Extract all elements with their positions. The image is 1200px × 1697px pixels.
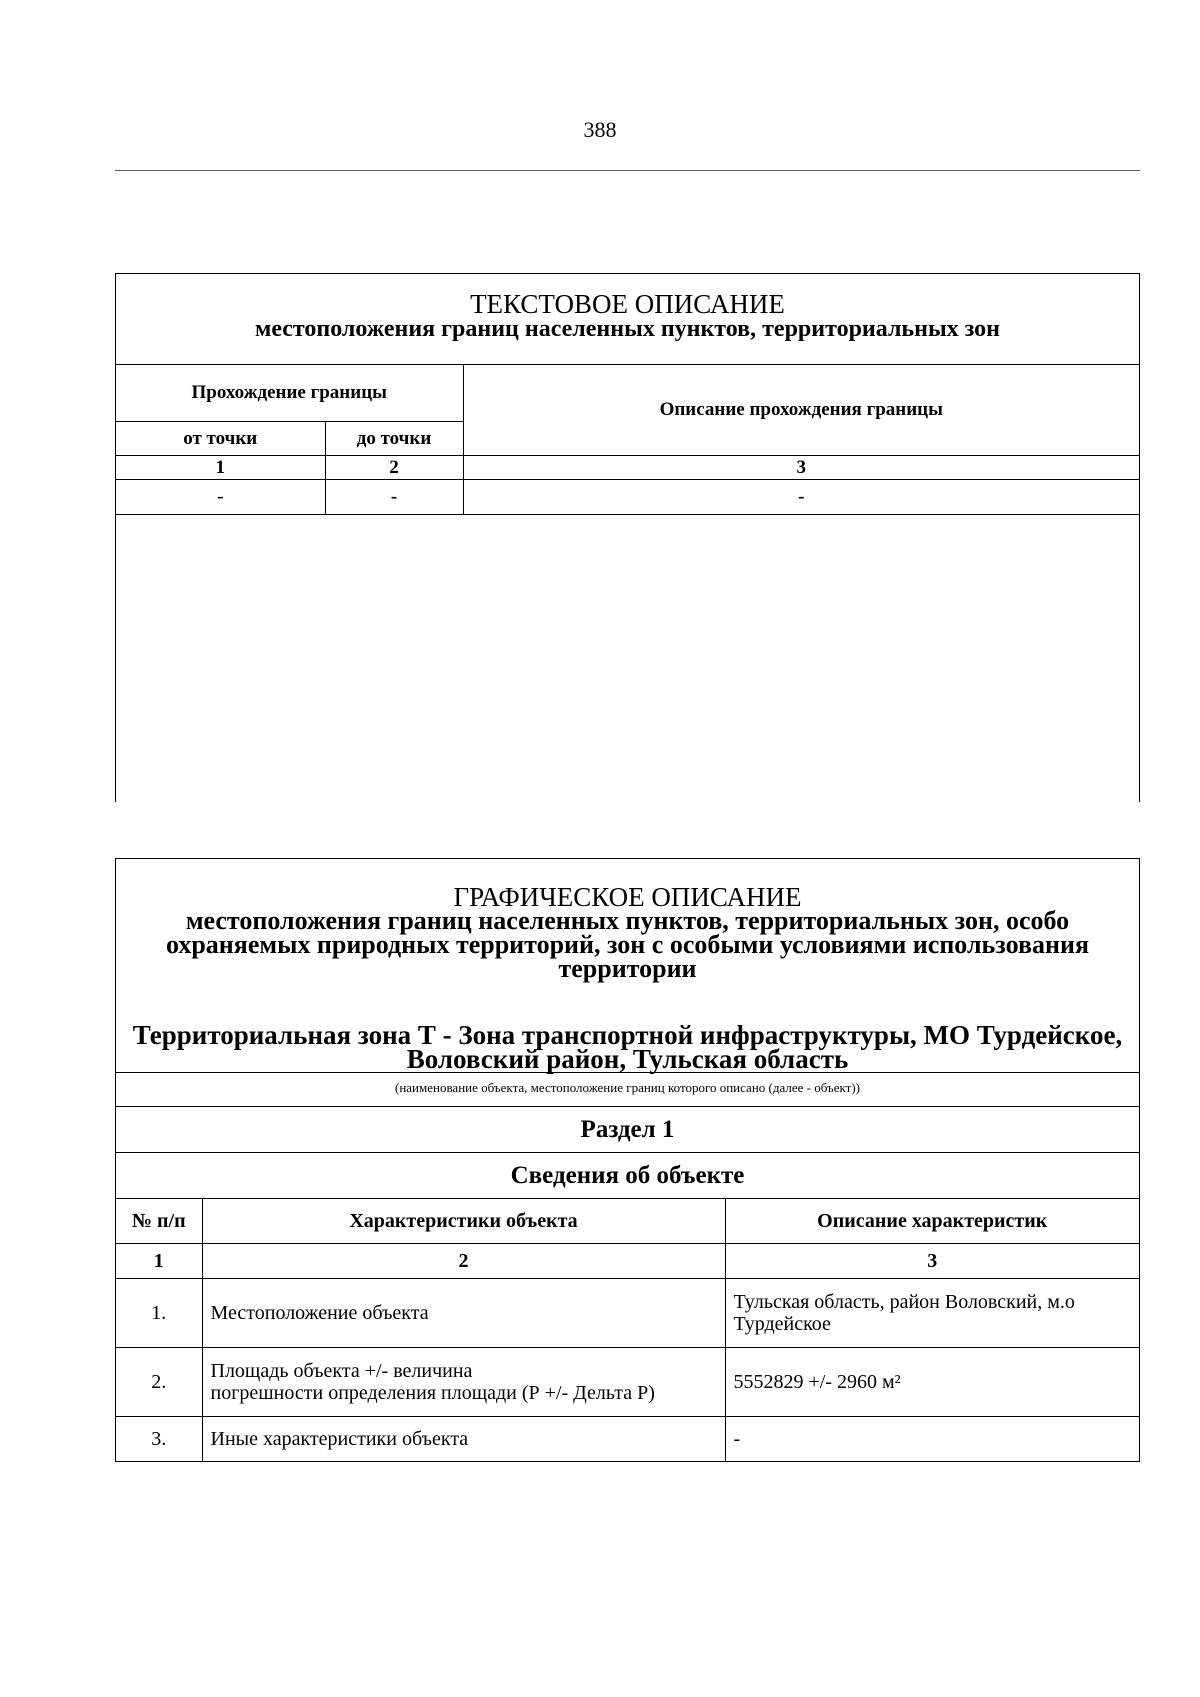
header-divider [115, 170, 1140, 171]
text-description-title: ТЕКСТОВОЕ ОПИСАНИЕ [470, 289, 785, 319]
row-characteristic: Местоположение объекта [202, 1279, 725, 1348]
table-row [116, 1279, 1139, 1348]
object-name: Территориальная зона Т - Зона транспортной инфраструктуры, МО Турдейское, Воловский район, Тульская область [132, 1020, 1123, 1074]
characteristic-header: Характеристики объекта [202, 1199, 725, 1244]
number-header: № п/п [116, 1199, 202, 1244]
page-number: 388 [583, 117, 617, 142]
to-point-header: до точки [325, 422, 463, 456]
section-number: Раздел 1 [116, 1107, 1139, 1153]
table-row [116, 1417, 1139, 1462]
row-number: 2. [116, 1348, 202, 1417]
table-cell: - [325, 480, 463, 515]
section-title: Сведения об объекте [116, 1153, 1139, 1199]
table-row [116, 1348, 1139, 1417]
object-info-table [116, 1199, 1139, 1461]
graphic-description-title: ГРАФИЧЕСКОЕ ОПИСАНИЕ [453, 882, 802, 912]
boundary-table [116, 365, 1139, 515]
table-cell: - [463, 480, 1139, 515]
row-characteristic-line: Площадь объекта +/- величина [210, 1360, 473, 1382]
index-cell: 1 [116, 1244, 202, 1279]
graphic-description-heading [116, 859, 1139, 1073]
index-cell: 1 [116, 456, 325, 480]
boundary-description-header: Описание прохождения границы [463, 365, 1139, 456]
table-cell: - [116, 480, 325, 515]
graphic-description-block [115, 858, 1140, 1462]
graphic-description-subtitle: местоположения границ населенных пунктов, территориальных зон, особо охраняемых природных территорий, зон с особыми условиями использования территории [165, 906, 1090, 983]
index-cell: 3 [725, 1244, 1139, 1279]
text-description-subtitle: местоположения границ населенных пунктов, территориальных зон [254, 316, 1001, 342]
text-description-block [115, 273, 1140, 802]
text-description-heading [116, 274, 1139, 365]
row-number: 3. [116, 1417, 202, 1462]
row-characteristic: Иные характеристики объекта [202, 1417, 725, 1462]
row-value: Тульская область, район Воловский, м.о Турдейское [725, 1279, 1139, 1348]
index-cell: 2 [325, 456, 463, 480]
row-value: 5552829 +/- 2960 м² [725, 1348, 1139, 1417]
row-value: - [725, 1417, 1139, 1462]
row-characteristic [202, 1348, 725, 1417]
index-cell: 2 [202, 1244, 725, 1279]
boundary-passage-header: Прохождение границы [116, 365, 463, 422]
from-point-header: от точки [116, 422, 325, 456]
object-caption: (наименование объекта, местоположение границ которого описано (далее - объект)) [116, 1073, 1139, 1107]
row-number: 1. [116, 1279, 202, 1348]
row-characteristic-line: погрешности определения площади (Р +/- Дельта Р) [210, 1382, 655, 1404]
index-cell: 3 [463, 456, 1139, 480]
description-header: Описание характеристик [725, 1199, 1139, 1244]
